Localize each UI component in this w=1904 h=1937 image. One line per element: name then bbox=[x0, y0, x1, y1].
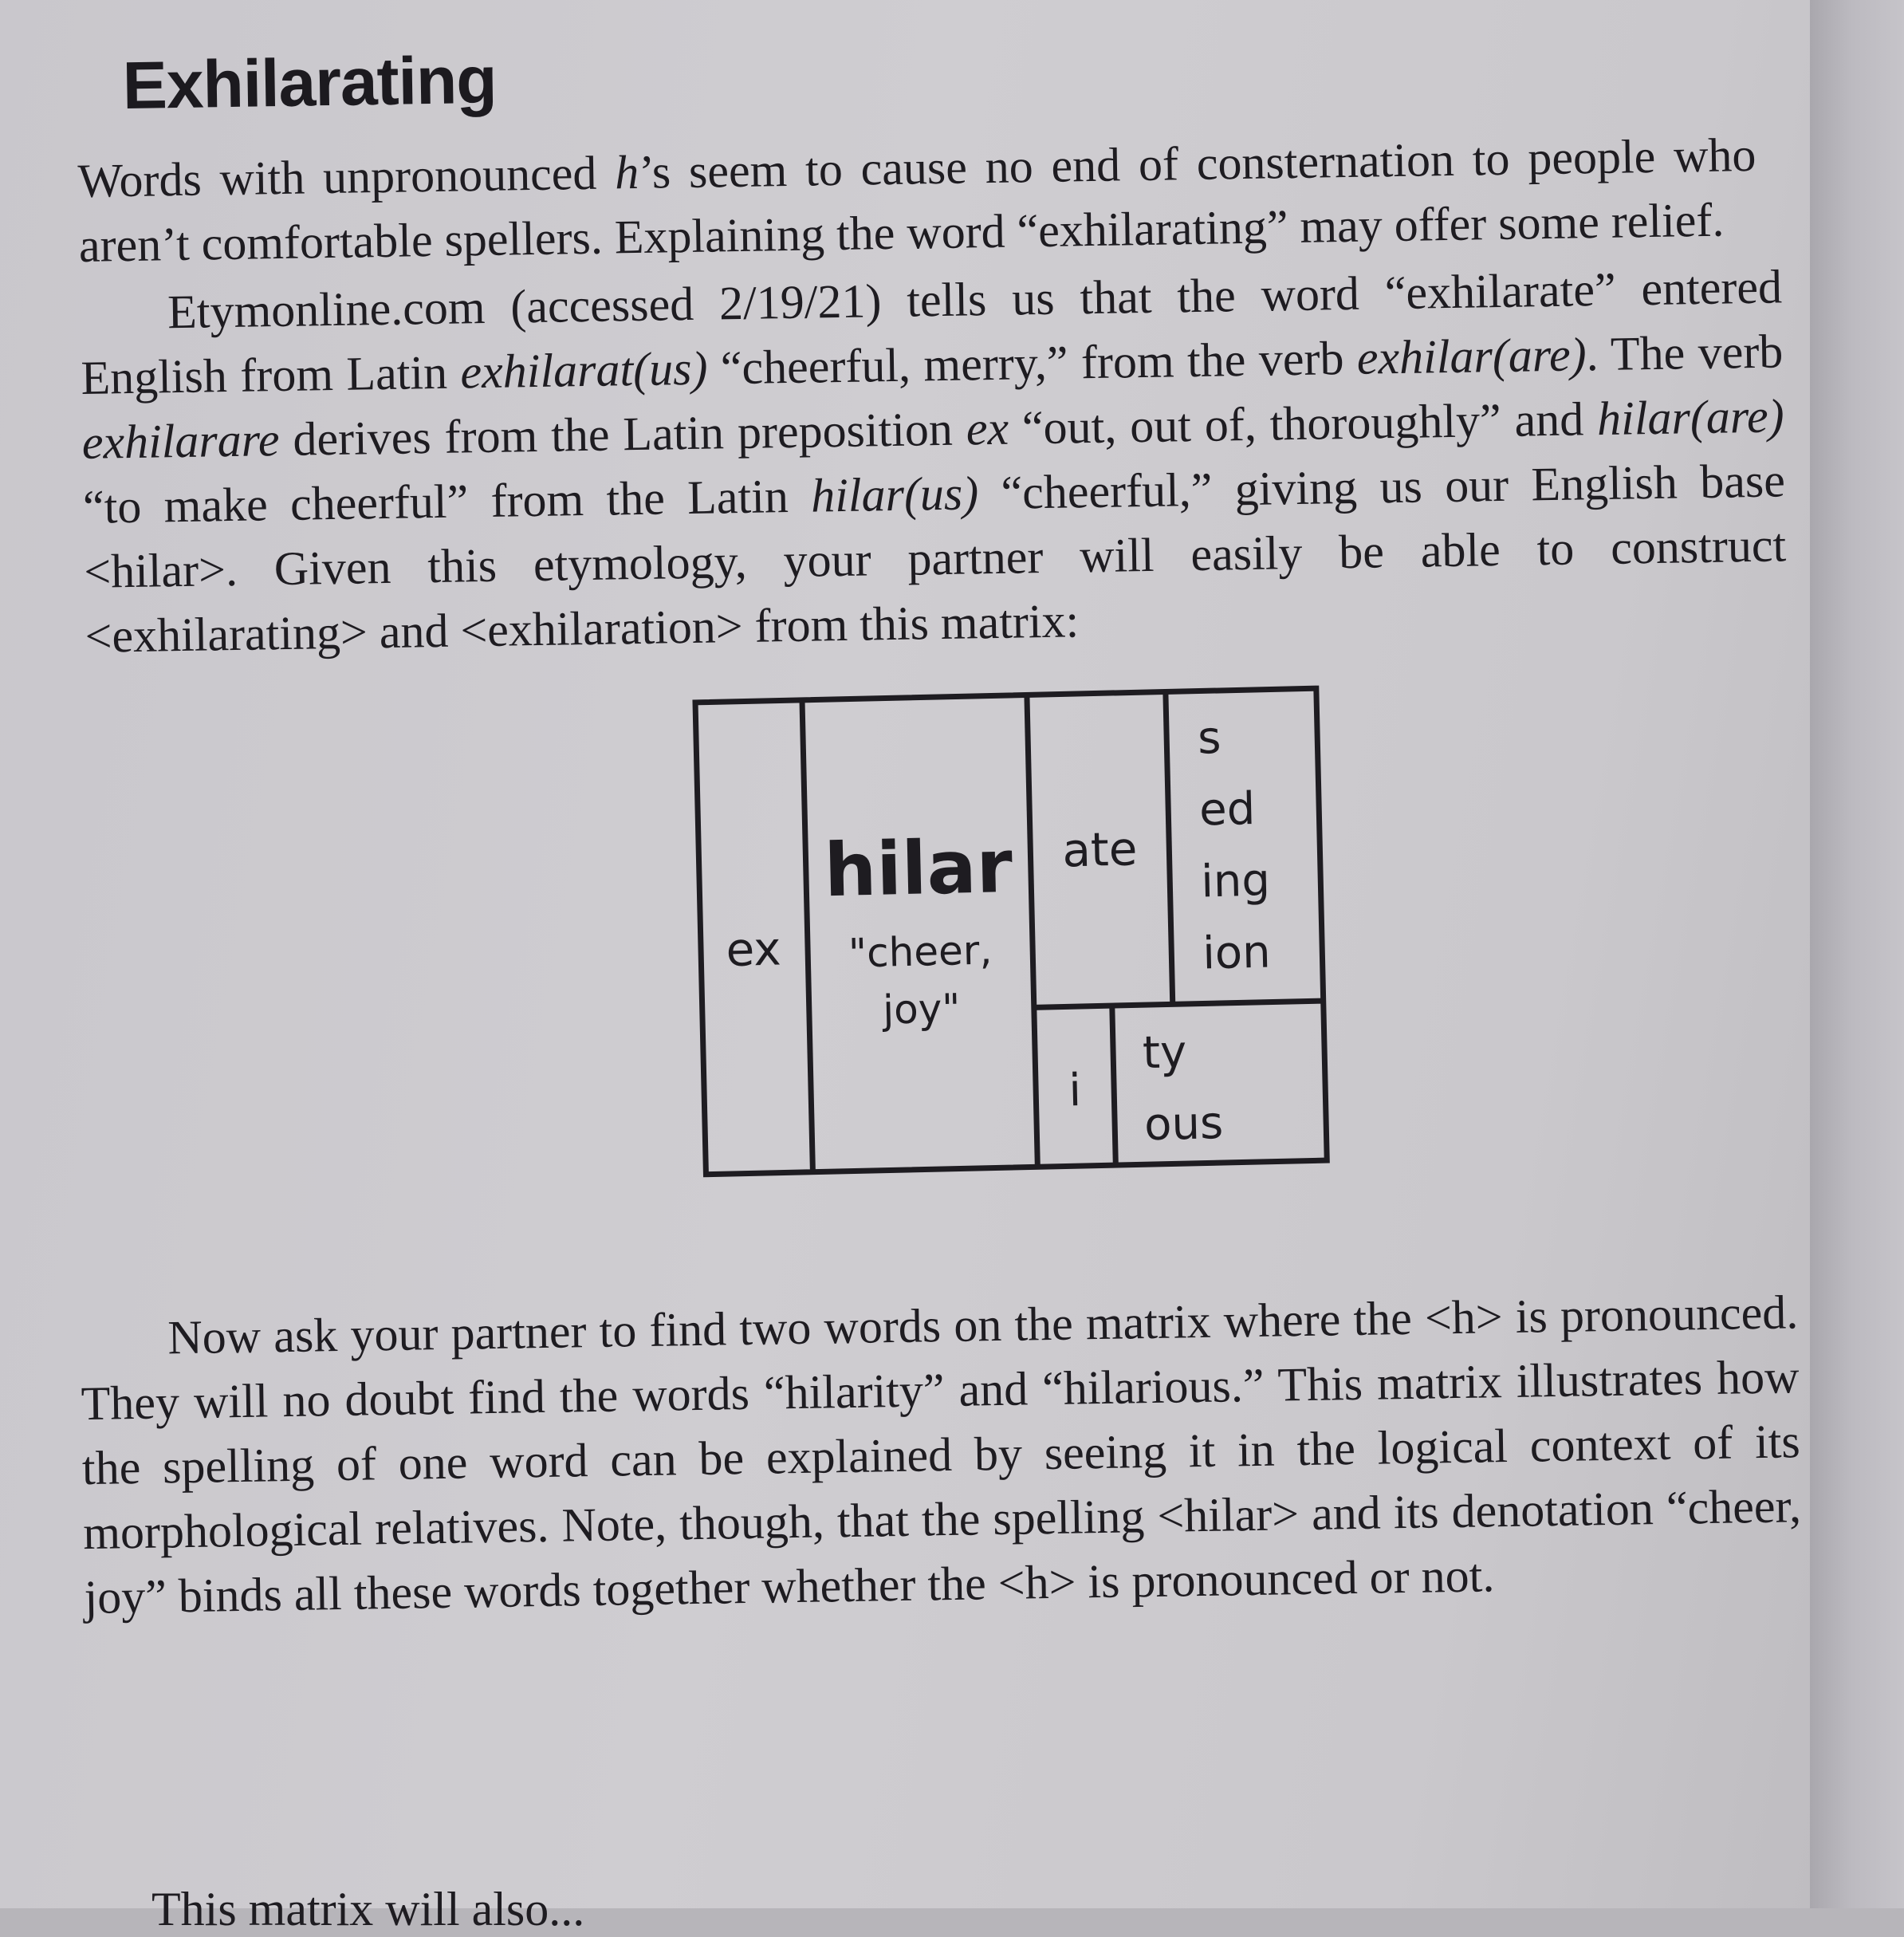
matrix-divider-suffix-rows bbox=[1034, 1001, 1324, 1007]
matrix-suffix-ate: ate bbox=[1061, 821, 1139, 878]
matrix-gloss-line1: "cheer, bbox=[848, 927, 993, 977]
matrix-suffix-ty: ty bbox=[1142, 1026, 1187, 1080]
matrix-prefix-ex: ex bbox=[725, 921, 782, 978]
section-heading: Exhilarating bbox=[122, 41, 498, 124]
paragraph-etymology: Etymonline.com (accessed 2/19/21) tells us that the word “exhilarate” entered English from Latin exhilarat(us) “cheerful, merry,” from the verb exhilar(are). The verb exhilarare derives from the Latin preposition ex “out, out of, thoroughly” and hilar(are) “to make cheerful” from the Latin hilar(us) “cheerful,” giving us our English base <hilar>. Given this etymology, your partner will easily be able to construct <exhilarating> and <exhilaration> from this matrix: bbox=[80, 260, 1787, 663]
word-matrix bbox=[692, 685, 1330, 1178]
matrix-divider-prefix bbox=[802, 700, 812, 1172]
word-matrix-diagram bbox=[692, 685, 1330, 1178]
next-page-line-fragment: This matrix will also... bbox=[151, 1883, 585, 1935]
matrix-suffix-ing: ing bbox=[1200, 854, 1271, 908]
matrix-suffix-ed: ed bbox=[1198, 782, 1256, 837]
matrix-divider-connector bbox=[1112, 1006, 1116, 1165]
matrix-divider-base bbox=[1027, 695, 1037, 1167]
matrix-suffix-s: s bbox=[1197, 711, 1222, 765]
word-matrix-container bbox=[86, 682, 1796, 1218]
matrix-gloss-line2: joy" bbox=[882, 985, 962, 1033]
matrix-divider-ate bbox=[1166, 691, 1173, 1004]
matrix-base-hilar: hilar bbox=[823, 823, 1014, 914]
paragraph-intro: Words with unpronounced h’s seem to cause no end of consternation to people who aren’t comfortable spellers. Explaining the word “exhilarating” may offer some relief. bbox=[77, 128, 1756, 272]
paragraph-pronounced-h: Now ask your partner to find two words on the matrix where the <h> is pronounced. They will no doubt find the words “hilarity” and “hilarious.” This matrix illustrates how the spelling of one word can be explained by seeing it in the logical context of its morphological relatives. Note, though, that the spelling <hilar> and its denotation “cheer, joy” binds all these words together whether the <h> is pronounced or not. bbox=[81, 1285, 1802, 1624]
matrix-connector-i: i bbox=[1068, 1065, 1082, 1117]
matrix-suffix-ous: ous bbox=[1143, 1096, 1224, 1152]
matrix-suffix-ion: ion bbox=[1202, 926, 1272, 980]
page-gutter-edge bbox=[1810, 0, 1904, 1908]
page-content bbox=[76, 21, 1803, 1629]
